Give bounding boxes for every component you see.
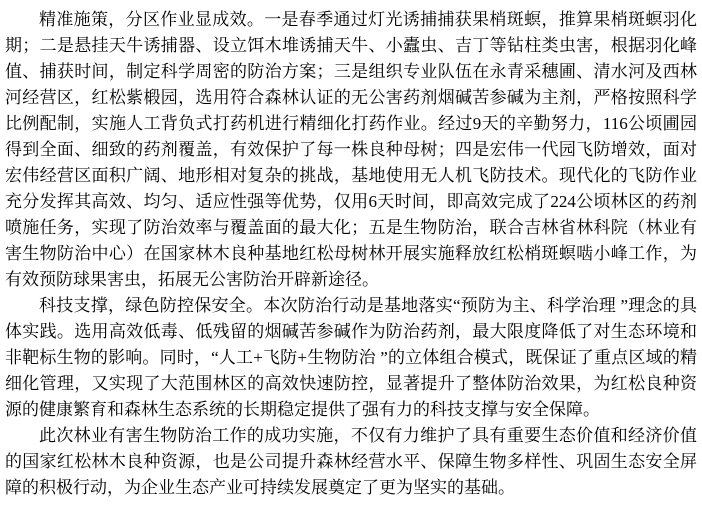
paragraph-tech-support: 科技支撑，绿色防控保安全。本次防治行动是基地落实“预防为主、科学治理 ”理念的具体实践。选用高效低毒、低残留的烟碱苦参碱作为防治药剂，最大限度降低了对生态环境和非靶标生物的影响。同时，“人工+飞防+生物防治 ”的立体组合模式，既保证了重点区域的精细化管理，又实现了大范围林区的高效快速防控，显著提升了整体防治效果，为红松良种资源的健康繁育和森林生态系统的长期稳定提供了强有力的科技支撑与安全保障。 bbox=[5, 296, 697, 419]
paragraph-precise-measures: 精准施策，分区作业显成效。一是春季通过灯光诱捕捕获果梢斑螟，推算果梢斑螟羽化期；二是悬挂天牛诱捕器、设立饵木堆诱捕天牛、小蠹虫、吉丁等钻柱类虫害，根据羽化峰值、捕获时间，制定科学周密的防治方案；三是组织专业队伍在永青采穗圃、清水河及西林河经营区，红松紫椴园，选用符合森林认证的无公害药剂烟碱苦参碱为主剂，严格按照科学比例配制，实施人工背负式打药机进行精细化打药作业。经过9天的辛勤努力，116公顷圃园得到全面、细致的药剂覆盖，有效保护了每一株良种母树；四是宏伟一代园飞防增效，面对宏伟经营区面积广阔、地形相对复杂的挑战，基地使用无人机飞防技术。现代化的飞防作业充分发挥其高效、均匀、适应性强等优势，仅用6天时间，即高效完成了224公顷林区的药剂喷施任务，实现了防治效率与覆盖面的最大化；五是生物防治，联合吉林省林科院（林业有害生物防治中心）在国家林木良种基地红松母树林开展实施释放红松梢斑螟啮小峰工作，为有效预防球果害虫，拓展无公害防治开辟新途径。 bbox=[5, 10, 697, 289]
paragraph-conclusion: 此次林业有害生物防治工作的成功实施，不仅有力维护了具有重要生态价值和经济价值的国家红松林木良种资源，也是公司提升森林经营水平、保障生物多样性、巩固生态安全屏障的积极行动，为企业生态产业可持续发展奠定了更为坚实的基础。 bbox=[5, 426, 697, 497]
